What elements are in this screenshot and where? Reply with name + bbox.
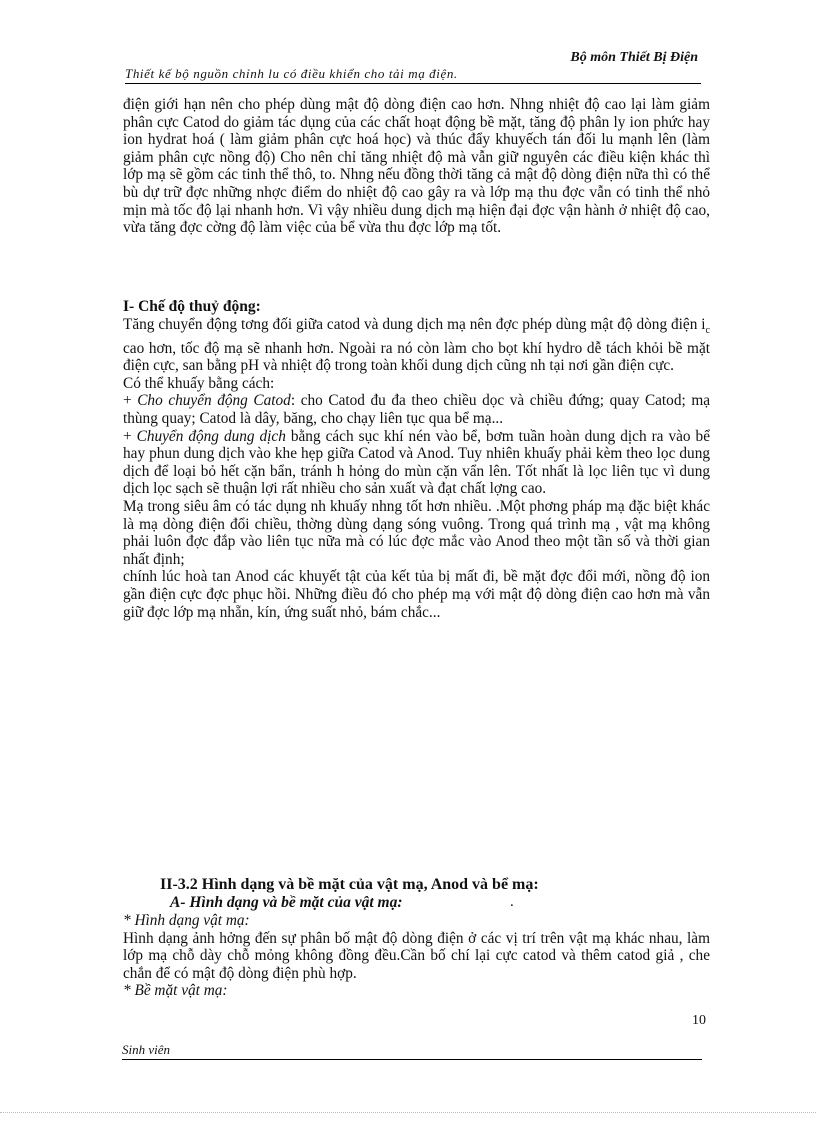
section1-list-item-1: + Cho chuyển động Catod: cho Catod đu đa theo chiều dọc và chiều đứng; quay Catod; mạ thùng quay; Catod là dây, băng, cho chạy liên tục qua bể mạ...: [123, 392, 711, 428]
section1-paragraph-2: Có thể khuấy bằng cách:: [123, 374, 275, 392]
shape-label: * Hình dạng vật mạ:: [123, 912, 250, 929]
intro-paragraph: [123, 96, 710, 237]
section1-list-item-2: + Chuyển động dung dịch bằng cách sục khí nén vào bể, bơm tuần hoàn dung dịch ra vào bể hay phun dung dịch vào khe hẹp giữa Catod và Anod. Tuy nhiên khuấy phải kèm theo lọc dung dịch để loại bỏ hết cặn bẩn, tránh h hỏng do mùn cặn vẩn lên. Tốt nhất là lọc liên tục vì dung dịch lọc sạch sẽ thuận lợi rất nhiều cho sản xuất và đạt chất lợng cao.: [123, 427, 710, 498]
page-bottom-rule: [0, 1112, 816, 1113]
section1-paragraph-3: Mạ trong siêu âm có tác dụng nh khuấy nhng tốt hơn nhiều. .Một phơng pháp mạ đặc biệt khác là mạ dòng điện đổi chiều, thờng dùng dạng sóng vuông. Trong quá trình mạ , vật mạ không phải luôn đợc đắp vào liên tục nữa mà có lúc đợc mắc vào Anod theo một tần số và thời gian nhất định;: [123, 497, 710, 568]
section1-paragraph-4: chính lúc hoà tan Anod các khuyết tật của kết tủa bị mất đi, bề mặt đợc đổi mới, nồng độ ion gần điện cực đợc phục hồi. Những điều đó cho phép mạ với mật độ dòng điện cao hơn mà vẫn giữ đợc lớp mạ nhẵn, kín, ứng suất nhỏ, bám chắc...: [123, 568, 710, 621]
section1-paragraph-1: Tăng chuyển động tơng đối giữa catod và dung dịch mạ nên đợc phép dùng mật độ dòng điện $i_c$ cao hơn, tốc độ mạ sẽ nhanh hơn. Ngoài ra nó còn làm cho bọt khí hydro dễ tách khỏi bề mặt điện cực, san bằng pH và nhiệt độ trong toàn khối dung dịch cũng nh tại nơi gần điện cực.: [123, 316, 710, 375]
page-number: 10: [692, 1013, 706, 1028]
shape-paragraph: Hình dạng ảnh hởng đến sự phân bố mật độ dòng điện ở các vị trí trên vật mạ khác nhau, làm lớp mạ chỗ dày chỗ mỏng không đồng đều.Cần bố chí lại cực catod và thêm catod giả , che chắn để có mật độ dòng điện phù hợp.: [123, 929, 710, 982]
intro-text: điện giới hạn nên cho phép dùng mật độ dòng điện cao hơn. Nhng nhiệt độ cao lại làm giảm phân cực Catod do giảm tác dụng của các chất hoạt động bề mặt, tăng độ phân ly ion phức hay ion hydrat hoá ( làm giảm phân cực hoá học) và thúc đẩy khuyếch tán đối lu mạnh lên (làm giảm phân cực nồng độ) Cho nên chỉ tăng nhiệt độ mà vẫn giữ nguyên các điều kiện khác thì lớp mạ sẽ gồm các tinh thể thô, to. Nhng nếu đồng thời tăng cả mật độ dòng điện nữa thì có thể bù dự trữ đợc những nhợc điểm do nhiệt độ cao gây ra và lớp mạ thu đợc vẫn có tinh thể nhỏ mịn mà tốc độ lại nhanh hơn. Vì vậy nhiều dung dịch mạ hiện đại đợc vận hành ở nhiệt độ cao, vừa tăng đợc cờng độ làm việc của bể vừa thu đợc lớp mạ tốt.: [123, 96, 710, 237]
section2-heading: II-3.2 Hình dạng và bề mặt của vật mạ, Anod và bể mạ:: [160, 876, 539, 893]
footer-label: Sinh viên: [122, 1042, 702, 1060]
section2-subheading-dot: .: [510, 894, 514, 910]
surface-label: * Bề mặt vật mạ:: [123, 982, 228, 1000]
header-department: Bộ môn Thiết Bị Điện: [570, 50, 698, 65]
section2-body: [123, 912, 710, 1000]
header-title: Thiết kế bộ nguồn chỉnh lu có điều khiển cho tải mạ điện.: [125, 66, 701, 84]
section1-body: [123, 316, 710, 621]
section1-heading: I- Chế độ thuỷ động:: [123, 298, 261, 315]
section2-subheading: A- Hình dạng và bề mặt của vật mạ:: [170, 894, 403, 911]
